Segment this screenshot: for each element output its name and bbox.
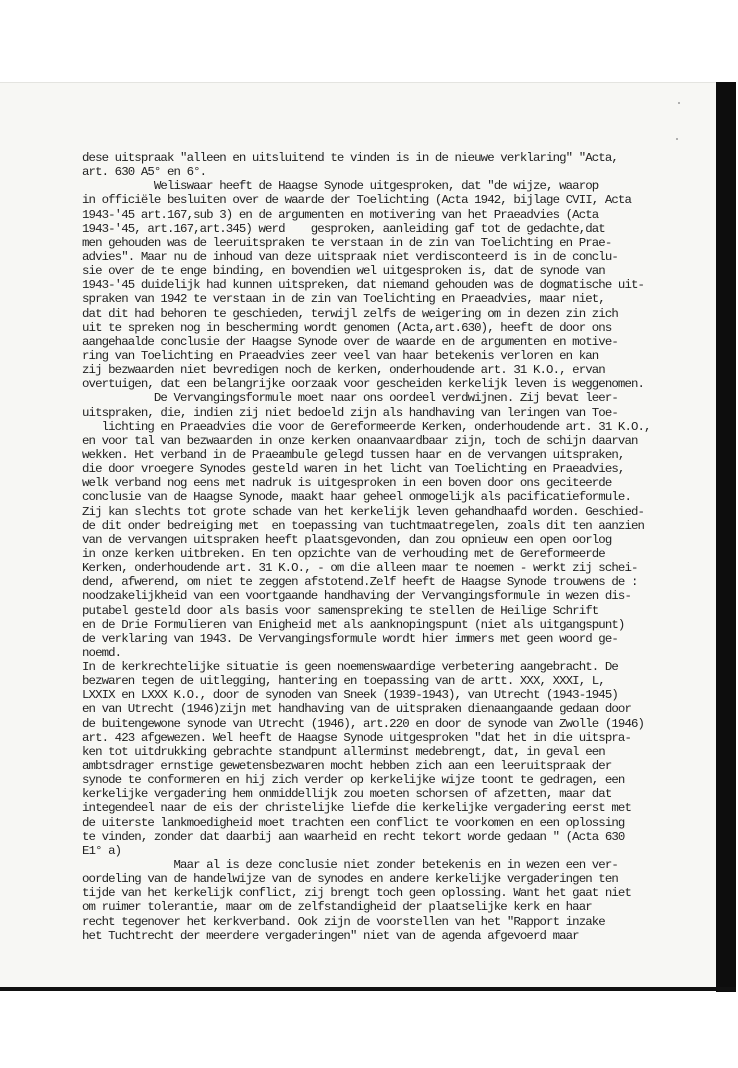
text-line: putabel gesteld door als basis voor samenspreking te stellen de Heilige Schrift — [82, 603, 599, 618]
text-line: de buitengewone synode van Utrecht (1946), art.220 en door de synode van Zwolle (1946) — [82, 716, 645, 731]
text-line: wekken. Het verband in de Praeambule gelegd tussen haar en de vervangen uitspraken, — [82, 447, 625, 462]
text-line: conclusie van de Haagse Synode, maakt haar geheel onmogelijk als pacificatieformule. — [82, 490, 631, 505]
text-line: te vinden, zonder dat daarbij aan waarheid en recht tekort worde gedaan " (Acta 630 — [82, 829, 625, 844]
text-line: in onze kerken uitbreken. En ten opzichte van de verhouding met de Gereformeerde — [82, 546, 605, 561]
text-line: Weliswaar heeft de Haagse Synode uitgesproken, dat "de wijze, waarop — [82, 179, 599, 194]
text-line: dend, afwerend, om niet te zeggen afstotend.Zelf heeft de Haagse Synode trouwens de : — [82, 575, 638, 590]
text-line: synode te conformeren en hij zich verder op kerkelijke wijze toont te gedragen, een — [82, 773, 625, 788]
text-line: dat dit had behoren te geschieden, terwijl zelfs de weigering om in dezen zin zich — [82, 306, 618, 321]
text-line: oordeling van de handelwijze van de synodes en andere kerkelijke vergaderingen ten — [82, 872, 618, 887]
text-line: art. 423 afgewezen. Wel heeft de Haagse Synode uitgesproken "dat het in die uitspra- — [82, 730, 631, 745]
text-line: tijde van het kerkelijk conflict, zij brengt toch geen oplossing. Want het gaat niet — [82, 886, 631, 901]
text-line: lichting en Praeadvies die voor de Gereformeerde Kerken, onderhoudende art. 31 K.O., — [82, 419, 651, 434]
typewritten-text — [82, 151, 702, 943]
text-line: E1° a) — [82, 843, 122, 858]
text-line: Zij kan slechts tot grote schade van het kerkelijk leven gehandhaafd worden. Geschied- — [82, 504, 645, 519]
text-line: die door vroegere Synodes gesteld waren in het licht van Toelichting en Praeadvies, — [82, 462, 625, 477]
text-line: in officiële besluiten over de waarde der Toelichting (Acta 1942, bijlage CVII, Acta — [82, 193, 631, 208]
text-line: dese uitspraak "alleen en uitsluitend te vinden is in de nieuwe verklaring" "Acta, — [82, 151, 618, 165]
text-line: welk verband nog eens met nadruk is uitgesproken in een boven door ons geciteerde — [82, 476, 612, 491]
text-line: ken tot uitdrukking gebrachte standpunt allerminst medebrengt, dat, in geval een — [82, 744, 605, 759]
scan-bottom-edge — [0, 987, 736, 991]
text-line: van de vervangen uitspraken heeft plaatsgevonden, dan zou opnieuw een open oorlog — [82, 532, 612, 547]
text-line: de verklaring van 1943. De Vervangingsformule wordt hier immers met geen woord ge- — [82, 631, 618, 646]
text-line: men gehouden was de leeruitspraken te verstaan in de zin van Toelichting en Prae- — [82, 235, 612, 250]
text-line: om ruimer tolerantie, maar om de zelfstandigheid der plaatselijke kerk en haar — [82, 900, 592, 915]
text-line: De Vervangingsformule moet naar ons oordeel verdwijnen. Zij bevat leer- — [82, 391, 618, 406]
text-line: recht tegenover het kerkverband. Ook zijn de voorstellen van het "Rapport inzake — [82, 914, 605, 929]
text-line: kerkelijke vergadering hem onmiddellijk zou moeten schorsen of afzetten, maar dat — [82, 787, 612, 802]
text-line: ring van Toelichting en Praeadvies zeer veel van haar betekenis verloren en kan — [82, 348, 599, 363]
text-line: Kerken, onderhoudende art. 31 K.O., - om die alleen maar te noemen - werkt zij schei- — [82, 561, 638, 576]
text-line: noemd. — [82, 645, 122, 660]
text-line: aangehaalde conclusie der Haagse Synode over de waarde en de argumenten en motive- — [82, 334, 618, 349]
text-line: en van Utrecht (1946)zijn met handhaving van de uitspraken dienaangaande gedaan door — [82, 702, 631, 717]
text-line: spraken van 1942 te verstaan in de zin van Toelichting en Praeadvies, maar niet, — [82, 292, 605, 307]
text-line: overtuigen, dat een belangrijke oorzaak voor gescheiden kerkelijk leven is weggenomen. — [82, 377, 645, 392]
text-line: noodzakelijkheid van een voortgaande handhaving der Vervangingsformule in wezen dis- — [82, 589, 631, 604]
text-line: uitspraken, die, indien zij niet bedoeld zijn als handhaving van leringen van Toe- — [82, 405, 618, 420]
text-line: Maar al is deze conclusie niet zonder betekenis en in wezen een ver- — [82, 858, 618, 873]
text-line: LXXIX en LXXX K.O., door de synoden van Sneek (1939-1943), van Utrecht (1943-1945) — [82, 688, 618, 703]
text-line: In de kerkrechtelijke situatie is geen noemenswaardige verbetering aangebracht. De — [82, 660, 618, 675]
text-line: ambtsdrager ernstige gewetensbezwaren mocht hebben zich aan een leeruitspraak der — [82, 759, 612, 774]
text-line: 1943-'45 art.167,sub 3) en de argumenten en motivering van het Praeadvies (Acta — [82, 207, 599, 222]
text-line: de dit onder bedreiging met en toepassing van tuchtmaatregelen, zoals dit ten aanzien — [82, 518, 645, 533]
text-line: en voor tal van bezwaarden in onze kerken onaanvaardbaar zijn, toch de schijn daarvan — [82, 433, 638, 448]
text-line: 1943-'45, art.167,art.345) werd gesproken, aanleiding gaf tot de gedachte,dat — [82, 221, 605, 236]
text-line: bezwaren tegen de uitlegging, hantering en toepassing van de artt. XXX, XXXI, L, — [82, 674, 605, 689]
paper-specks — [675, 96, 685, 146]
text-line: en de Drie Formulieren van Enigheid met als aanknopingspunt (niet als uitgangspunt) — [82, 617, 625, 632]
text-line: de uiterste lankmoedigheid moet trachten een conflict te voorkomen en een oplossing — [82, 815, 625, 830]
text-line: advies". Maar nu de inhoud van deze uitspraak niet verdisconteerd is in de conclu- — [82, 249, 618, 264]
text-line: zij bezwaarden niet bevredigen noch de kerken, onderhoudende art. 31 K.O., ervan — [82, 363, 605, 378]
text-line: 1943-'45 duidelijk had kunnen uitspreken, dat niemand gehouden was de dogmatische uit- — [82, 278, 645, 293]
text-line: uit te spreken nog in bescherming wordt genomen (Acta,art.630), heeft de door ons — [82, 320, 612, 335]
scan-edge-shadow — [716, 82, 736, 992]
text-line: art. 630 A5° en 6°. — [82, 165, 207, 180]
text-line: het Tuchtrecht der meerdere vergaderingen" niet van de agenda afgevoerd maar — [82, 928, 579, 943]
text-line: integendeel naar de eis der christelijke liefde die kerkelijke vergadering eerst met — [82, 801, 631, 816]
text-line: sie over de te enge binding, en bovendien wel uitgesproken is, dat de synode van — [82, 264, 605, 279]
